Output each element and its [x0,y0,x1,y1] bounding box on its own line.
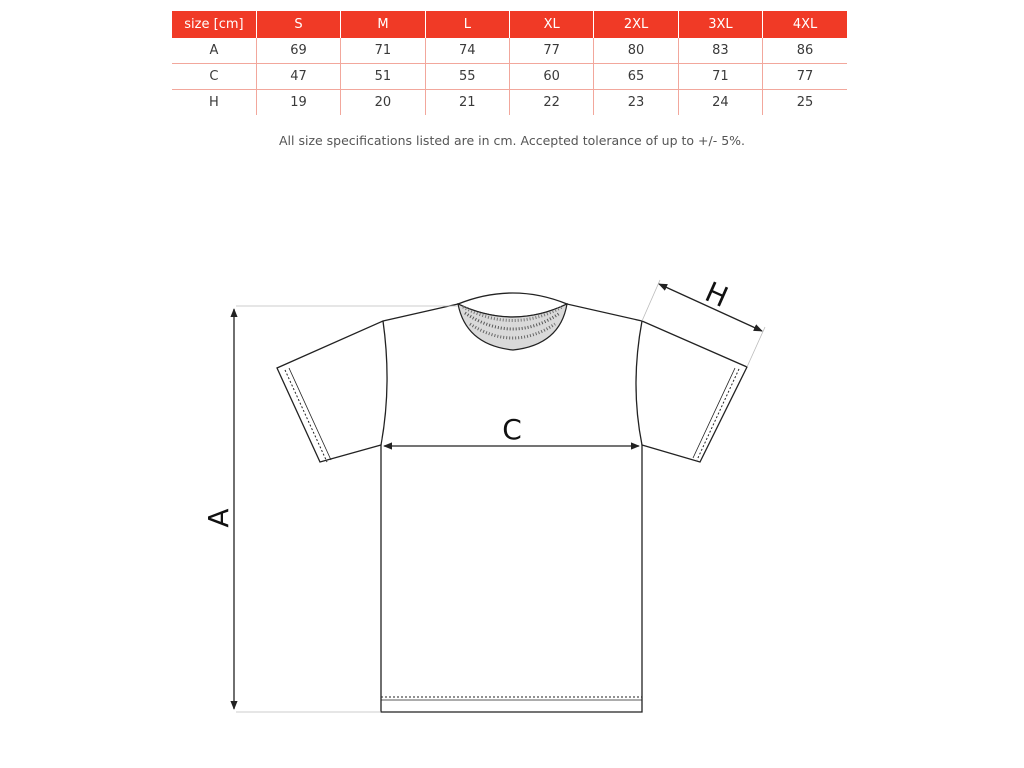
size-header-xl: XL [510,11,594,38]
dimension-a [202,306,458,712]
table-cell: 74 [425,38,509,64]
row-label: C [172,64,256,90]
label-a: A [202,508,235,528]
table-cell: 77 [510,38,594,64]
table-cell: 51 [341,64,425,90]
table-cell: 23 [594,90,678,116]
table-cell: 71 [341,38,425,64]
table-cell: 22 [510,90,594,116]
label-c: C [502,413,522,446]
table-cell: 21 [425,90,509,116]
table-cell: 65 [594,64,678,90]
table-cell: 83 [678,38,762,64]
table-cell: 24 [678,90,762,116]
row-label: H [172,90,256,116]
table-cell: 19 [256,90,340,116]
table-cell: 86 [763,38,847,64]
table-cell: 47 [256,64,340,90]
dimension-c [384,413,639,446]
tolerance-note: All size specifications listed are in cm. Accepted tolerance of up to +/- 5%. [278,133,746,148]
size-header-3xl: 3XL [678,11,762,38]
tshirt-outline [277,304,747,712]
size-header-l: L [425,11,509,38]
size-header-m: M [341,11,425,38]
row-label: A [172,38,256,64]
table-cell: 71 [678,64,762,90]
size-header-s: S [256,11,340,38]
size-header-2xl: 2XL [594,11,678,38]
size-header-4xl: 4XL [763,11,847,38]
neck-rib [458,293,567,350]
label-h: H [700,275,733,314]
table-cell: 60 [510,64,594,90]
table-cell: 69 [256,38,340,64]
table-cell: 25 [796,95,814,110]
dimension-h [642,275,765,367]
table-cell: 55 [425,64,509,90]
table-cell: 77 [763,64,847,90]
header-label-cell: size [cm] [172,11,256,38]
table-cell: 20 [341,90,425,116]
table-cell: 80 [594,38,678,64]
